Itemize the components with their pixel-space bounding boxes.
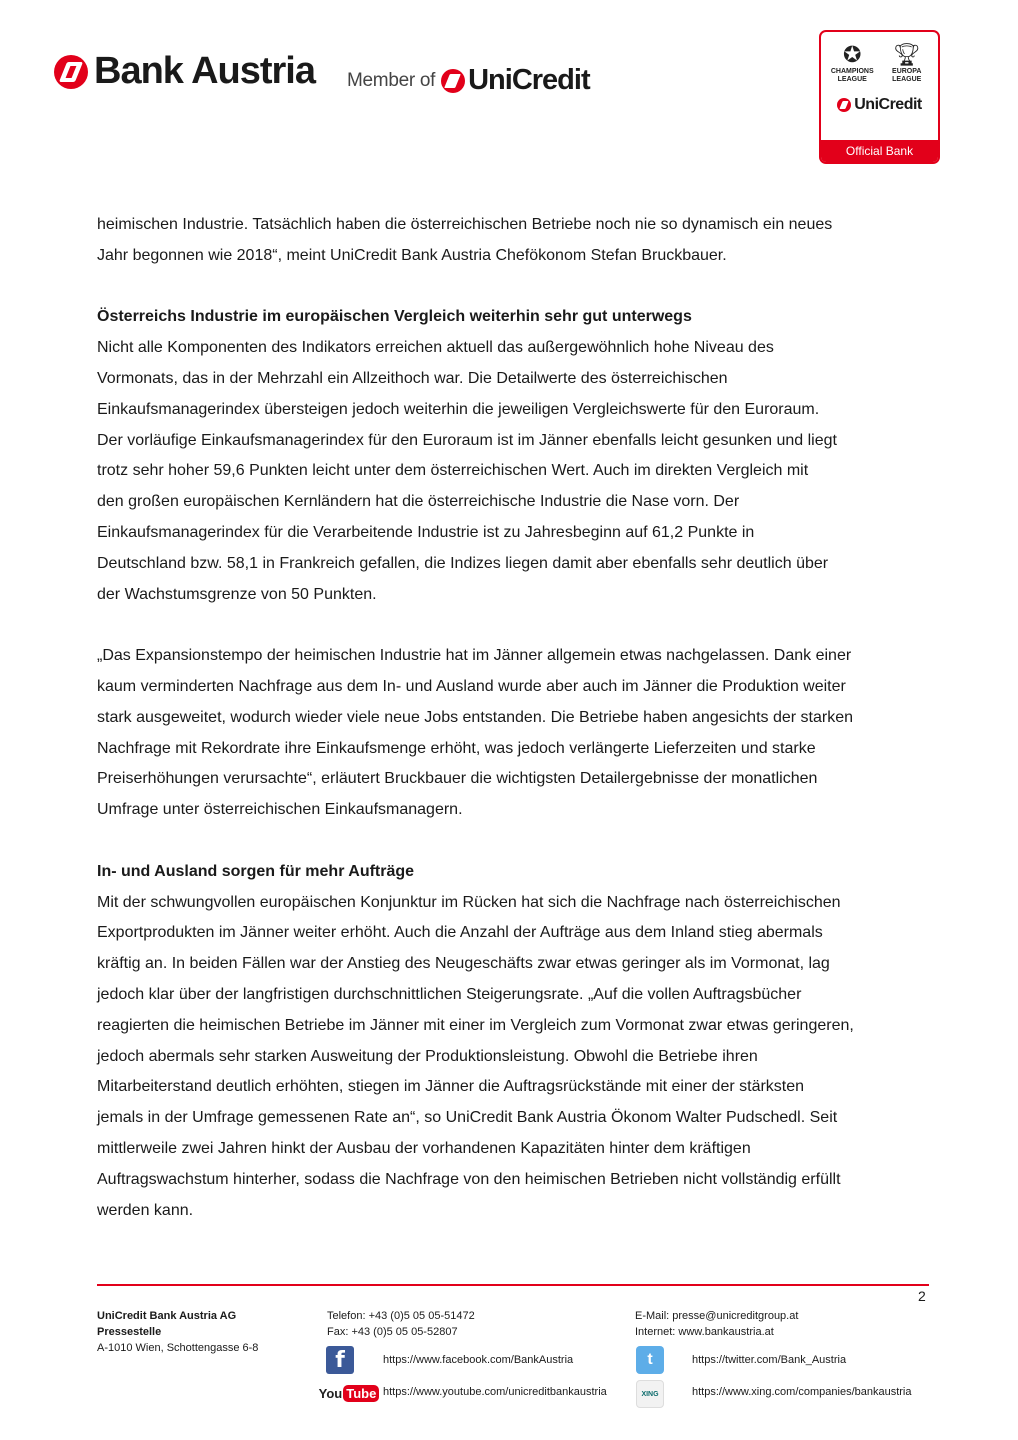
phone-number: Telefon: +43 (0)5 05 05-51472 (327, 1310, 475, 1322)
champions-league-logo: ✪ CHAMPIONS LEAGUE (826, 42, 878, 84)
footer-contact-online (635, 1308, 798, 1340)
member-of-label: Member of (347, 69, 436, 91)
facebook-icon[interactable]: f (326, 1346, 354, 1374)
text-line: jedoch klar über der langfristigen durchschnittlichen Steigerungsrate. „Auf die vollen Auftragsbücher (97, 985, 802, 1003)
footer-contact-address (97, 1308, 258, 1356)
xing-link[interactable]: https://www.xing.com/companies/bankaustria (692, 1386, 912, 1398)
text-line: Nachfrage mit Rekordrate ihre Einkaufsmenge erhöht, was jedoch verlängerte Lieferzeiten und starke (97, 739, 816, 757)
text-line: Jahr begonnen wie 2018“, meint UniCredit Bank Austria Chefökonom Stefan Bruckbauer. (97, 246, 727, 264)
youtube-link[interactable]: https://www.youtube.com/unicreditbankaustria (383, 1386, 607, 1398)
parent-brand-name: UniCredit (468, 64, 590, 96)
section-heading-orders: In- und Ausland sorgen für mehr Aufträge (97, 862, 415, 880)
text-line: Einkaufsmanagerindex übersteigen jedoch weiterhin die jeweiligen Vergleichswerte für den Euroraum. (97, 400, 820, 418)
paragraph-quote (97, 641, 897, 826)
twitter-icon[interactable]: t (636, 1346, 664, 1374)
text-line: Exportprodukten im Jänner weiter erhöht. Auch die Anzahl der Aufträge aus dem Inland stieg abermals (97, 924, 823, 942)
text-line: Vormonats, das in der Mehrzahl ein Allzeithoch war. Die Detailwerte des österreichischen (97, 369, 728, 387)
badge-unicredit-logo: UniCredit (821, 96, 938, 114)
brand-name: Bank Austria (94, 50, 315, 92)
text-line: Auftragswachstum hinterher, sodass die Nachfrage von den heimischen Betrieben nicht vollständig erfüllt (97, 1170, 841, 1188)
twitter-link[interactable]: https://twitter.com/Bank_Austria (692, 1354, 847, 1366)
text-line: Nicht alle Komponenten des Indikators erreichen aktuell das außergewöhnlich hohe Niveau des (97, 339, 774, 357)
text-line: Mit der schwungvollen europäischen Konjunktur im Rücken hat sich die Nachfrage nach österreichischen (97, 893, 841, 911)
trophy-icon: 🏆︎ (892, 42, 921, 67)
paragraph-orders (97, 888, 897, 1227)
footer-divider (97, 1284, 929, 1286)
fax-number: Fax: +43 (0)5 05 05-52807 (327, 1326, 458, 1338)
text-line: Preiserhöhungen verursachte“, erläutert Bruckbauer die wichtigsten Detailergebnisse der monatlichen (97, 770, 818, 788)
facebook-link[interactable]: https://www.facebook.com/BankAustria (383, 1354, 574, 1366)
text-line: der Wachstumsgrenze von 50 Punkten. (97, 585, 377, 603)
text-line: Der vorläufige Einkaufsmanagerindex für den Euroraum ist im Jänner ebenfalls leicht gesunken und liegt (97, 431, 837, 449)
text-line: werden kann. (97, 1201, 194, 1219)
youtube-icon[interactable]: You Tube (324, 1382, 374, 1404)
paragraph-comparison (97, 333, 897, 610)
website-link[interactable]: Internet: www.bankaustria.at (635, 1326, 774, 1338)
text-line: trotz sehr hoher 59,6 Punkten leicht unter dem österreichischen Wert. Auch im direkten Vergleich mit (97, 462, 809, 480)
text-line: jemals in der Umfrage gemessenen Rate an“, so UniCredit Bank Austria Ökonom Walter Pudschedl. Seit (97, 1109, 838, 1127)
bank-austria-logo (54, 50, 315, 93)
text-line: kräftig an. In beiden Fällen war der Anstieg des Neugeschäfts zwar etwas geringer als im Vormonat, lag (97, 955, 830, 973)
text-line: Einkaufsmanagerindex für die Verarbeitende Industrie ist zu Jahresbeginn auf 61,2 Punkte in (97, 523, 755, 541)
company-name: UniCredit Bank Austria AG (97, 1310, 237, 1322)
starball-icon: ✪ (843, 42, 862, 67)
official-bank-label: Official Bank (821, 140, 938, 162)
text-line: stark ausgeweitet, wodurch wieder viele neue Jobs entstanden. Die Betriebe haben angesichts der starken (97, 708, 854, 726)
paragraph-intro (97, 210, 897, 272)
text-line: mittlerweile zwei Jahren hinkt der Ausbau der vorhandenen Kapazitäten hinter dem kräftigen (97, 1139, 751, 1157)
text-line: Deutschland bzw. 58,1 in Frankreich gefallen, die Indizes liegen damit aber ebenfalls sehr deutlich über (97, 554, 829, 572)
address: A-1010 Wien, Schottengasse 6-8 (97, 1342, 259, 1354)
section-heading-industry: Österreichs Industrie im europäischen Vergleich weiterhin sehr gut unterwegs (97, 308, 692, 326)
footer-contact-phone (327, 1308, 475, 1340)
unicredit-mark-icon (441, 69, 465, 93)
department-name: Pressestelle (97, 1326, 162, 1338)
email-link[interactable]: E-Mail: presse@unicreditgroup.at (635, 1310, 799, 1322)
xing-icon[interactable]: XING (636, 1380, 664, 1408)
text-line: jedoch abermals sehr starken Ausweitung der Produktionsleistung. Obwohl die Betriebe ihren (97, 1047, 758, 1065)
official-bank-badge (819, 30, 940, 164)
unicredit-mark-icon (837, 98, 851, 112)
document-body (97, 210, 897, 1226)
text-line: Umfrage unter österreichischen Einkaufsmanagern. (97, 801, 463, 819)
page-number: 2 (918, 1288, 926, 1304)
unicredit-mark-icon (54, 55, 88, 89)
text-line: „Das Expansionstempo der heimischen Industrie hat im Jänner allgemein etwas nachgelassen. Dank einer (97, 647, 852, 665)
text-line: heimischen Industrie. Tatsächlich haben die österreichischen Betriebe noch nie so dynamisch ein neues (97, 216, 833, 233)
europa-league-logo: 🏆︎ EUROPA LEAGUE (881, 42, 933, 84)
text-line: den großen europäischen Kernländern hat die österreichische Industrie die Nase vorn. Der (97, 493, 740, 511)
text-line: reagierten die heimischen Betriebe im Jänner mit einer im Vergleich zum Vormonat zwar etwas geringeren, (97, 1016, 854, 1034)
text-line: Mitarbeiterstand deutlich erhöhten, stiegen im Jänner die Auftragsrückstände mit einer der stärksten (97, 1078, 805, 1096)
text-line: kaum verminderten Nachfrage aus dem In- und Ausland wurde aber auch im Jänner die Produktion weiter (97, 677, 846, 695)
member-of-unicredit (347, 64, 590, 97)
